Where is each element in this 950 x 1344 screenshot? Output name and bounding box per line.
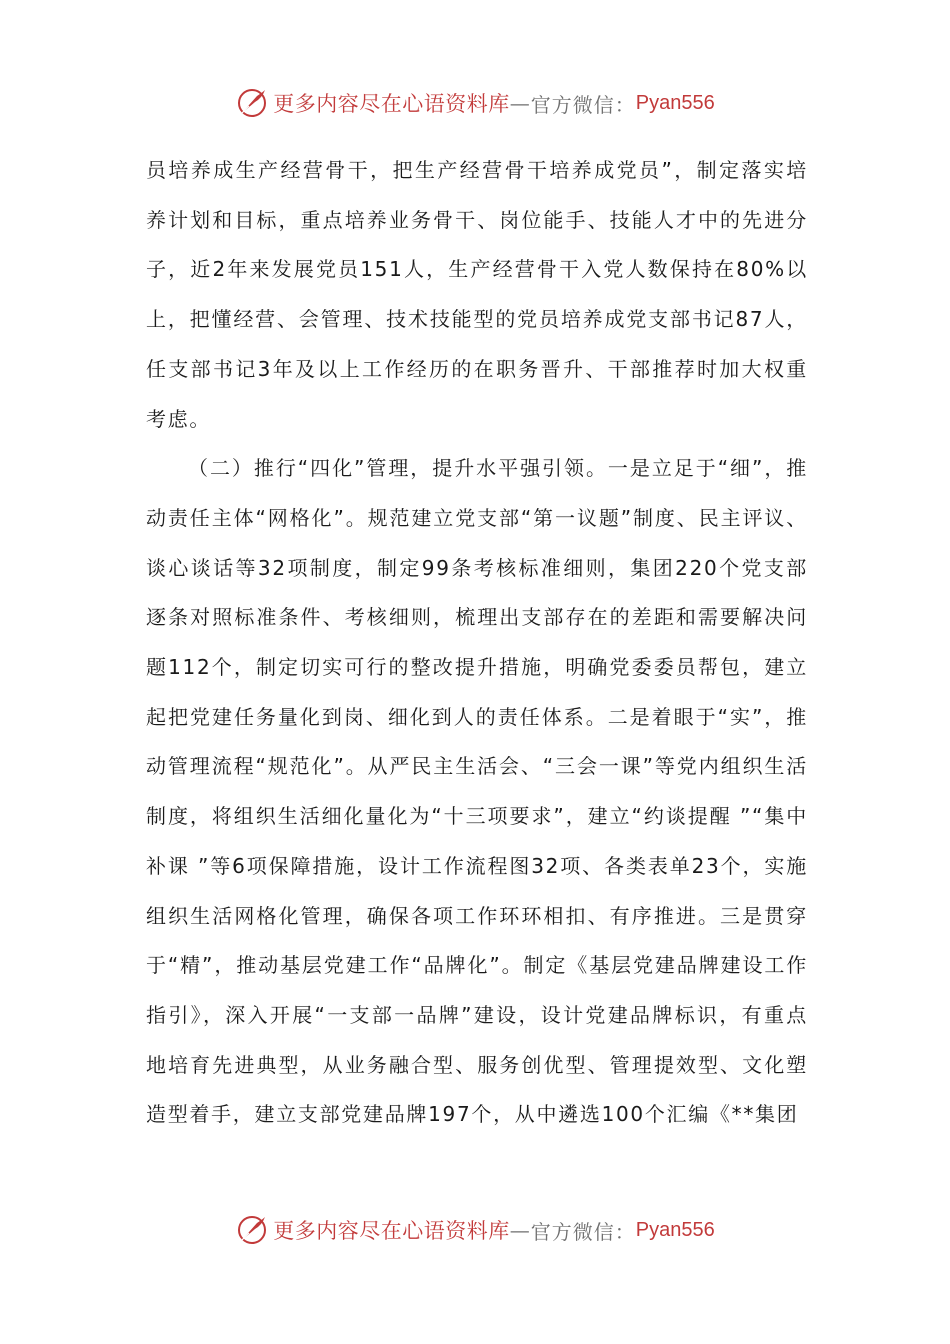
footer-watermark-banner [0,1210,950,1250]
quill-logo-icon [235,86,269,120]
banner-dash: — [509,91,531,115]
body-paragraph-1: 员培养成生产经营骨干，把生产经营骨干培养成党员”，制定落实培养计划和目标，重点培养业务骨干、岗位能手、技能人才中的先进分子，近2年来发展党员151人，生产经营骨干入党人数保持在80%以上，把懂经营、会管理、技术技能型的党员培养成党支部书记87人，任支部书记3年及以上工作经历的在职务晋升、干部推荐时加大权重考虑。 [146,158,808,431]
banner-brand-text: 更多内容尽在心语资料库 [273,92,510,116]
header-watermark-banner [0,83,950,123]
banner-wechat-id: Pyan556 [635,91,715,114]
banner-wechat-label: 官方微信： [530,1219,636,1244]
banner-wechat-label: 官方微信： [530,92,636,117]
body-paragraph-2: （二）推行“四化”管理，提升水平强引领。一是立足于“细”，推动责任主体“网格化”。规范建立党支部“第一议题”制度、民主评议、谈心谈话等32项制度，制定99条考核标准细则，集团220个党支部逐条对照标准条件、考核细则，梳理出支部存在的差距和需要解决问题112个，制定切实可行的整改提升措施，明确党委委员帮包，建立起把党建任务量化到岗、细化到人的责任体系。二是着眼于“实”，推动管理流程“规范化”。从严民主生活会、“三会一课”等党内组织生活制度，将组织生活细化量化为“十三项要求”，建立“约谈提醒 ”“集中补课 ”等6项保障措施，设计工作流程图32项、各类表单23个，实施组织生活网格化管理，确保各项工作环环相扣、有序推进。三是贯穿于“精”，推动基层党建工作“品牌化”。制定《基层党建品牌建设工作指引》，深入开展“一支部一品牌”建设，设计党建品牌标识，有重点地培育先进典型，从业务融合型、服务创优型、管理提效型、文化塑造型着手，建立支部党建品牌197个，从中遴选100个汇编《**集团 [146,456,808,1127]
banner-wechat-id: Pyan556 [635,1218,715,1241]
document-body [146,146,808,1140]
banner-dash: — [509,1218,531,1242]
banner-brand-text: 更多内容尽在心语资料库 [273,1219,510,1243]
quill-logo-icon [235,1213,269,1247]
